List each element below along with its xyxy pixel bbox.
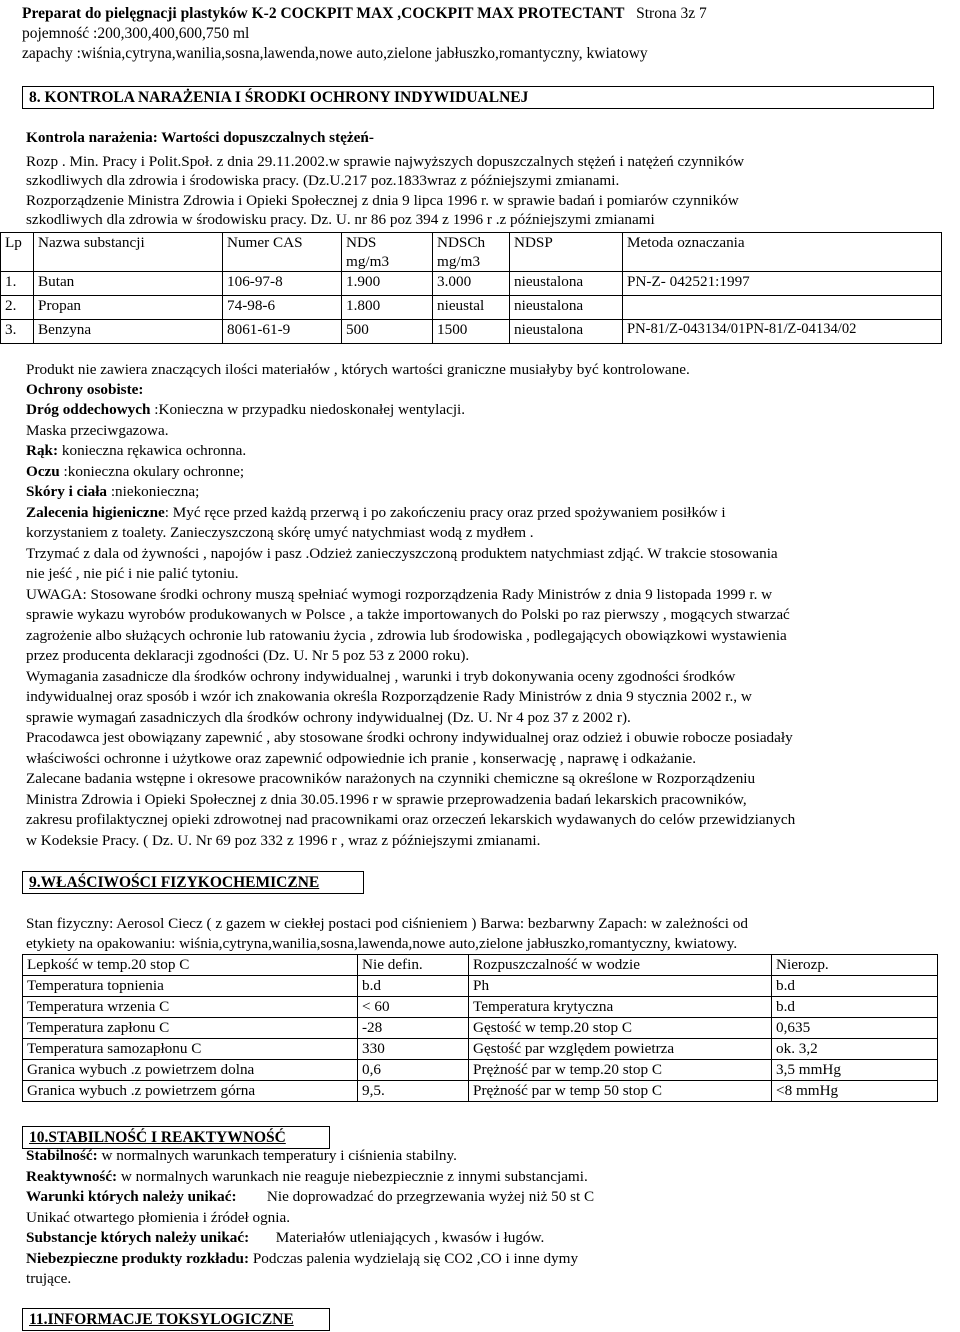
cell: nieustalona: [510, 320, 623, 344]
header-line-1: [22, 4, 940, 24]
section-8-title-text: 8. KONTROLA NARAŻENIA I ŚRODKI OCHRONY INDYWIDUALNEJ: [29, 89, 529, 106]
trzymac-line-1: Trzymać z dala od żywności , napojów i pasz .Odzież zanieczyszczoną produktem natychmiast zdjąć. W trakcie stosowania: [26, 545, 778, 562]
wymagania-line-1: Wymagania zasadnicze dla środków ochrony indywidualnej , warunki i tryb dokonywania oceny zgodności środków: [26, 668, 736, 685]
cell: <8 mmHg: [772, 1081, 938, 1102]
cell: 74-98-6: [223, 296, 342, 320]
section-10-title-text: 10.STABILNOŚĆ I REAKTYWNOŚĆ: [29, 1129, 286, 1146]
cell: PN-Z- 042521:1997: [623, 272, 942, 296]
substancje-line: [26, 1228, 936, 1247]
wymagania-line-3: sprawie wymagań zasadniczych dla środków ochrony indywidualnej (Dz. U. Nr 4 poz 37 z 2002 r).: [26, 709, 631, 726]
table-row: [1, 320, 942, 344]
cell: PN-81/Z-043134/01PN-81/Z-04134/02: [623, 320, 942, 344]
header-ndsp: NDSP: [510, 233, 623, 272]
reaktywnosc-text: w normalnych warunkach nie reaguje niebezpiecznie z innymi substancjami.: [117, 1168, 588, 1185]
cell: 1.900: [342, 272, 433, 296]
warunki-line: [26, 1187, 936, 1206]
oczu-label: Oczu: [26, 463, 60, 480]
zalecane-line-4: w Kodeksie Pracy. ( Dz. U. Nr 69 poz 332 z 1996 r , wraz z późniejszymi zmianami.: [26, 832, 541, 849]
header-nds: NDS mg/m3: [342, 233, 433, 272]
cell: Temperatura topnienia: [23, 976, 358, 997]
drog-oddechowych: [26, 400, 936, 419]
cell: < 60: [358, 997, 469, 1018]
cell: 1.: [1, 272, 34, 296]
properties-table: [22, 954, 938, 1102]
cell: Gęstość par względem powietrza: [469, 1039, 772, 1060]
ochrony-label: Ochrony osobiste:: [26, 381, 144, 398]
table-row: [23, 955, 938, 976]
stabilnosc-text: w normalnych warunkach temperatury i ciśnienia stabilny.: [97, 1147, 457, 1164]
pracodawca-line-1: Pracodawca jest obowiązany zapewnić , aby stosowane środki ochrony indywidualnej oraz odzież i obuwie robocze posiadały: [26, 729, 793, 746]
substancje-label: Substancje których należy unikać:: [26, 1229, 250, 1246]
cell: Prężność par w temp 50 stop C: [469, 1081, 772, 1102]
uwaga-line-3: zagrożenie albo służących ochronie lub ratowaniu życia , zdrowia lub środowiska , podlegających obowiązkowi wystawienia: [26, 627, 787, 644]
cell: 9,5.: [358, 1081, 469, 1102]
cell: ok. 3,2: [772, 1039, 938, 1060]
section-8-title: [22, 86, 934, 109]
substancje-text: Materiałów utleniających , kwasów i ługów.: [275, 1229, 545, 1246]
header-scents: zapachy :wiśnia,cytryna,wanilia,sosna,lawenda,nowe auto,zielone jabłuszko,romantyczny, kwiatowy: [22, 45, 648, 62]
zalecenia-label: Zalecenia higieniczne: [26, 504, 165, 521]
maska-text: Maska przeciwgazowa.: [26, 422, 169, 439]
uwaga-line-2: sprawie wykazu wyrobów produkowanych w Polsce , a także importowanych do Polski po raz pierwszy , mogących stwarzać: [26, 606, 790, 623]
cell: 2.: [1, 296, 34, 320]
stan-line-1: Stan fizyczny: Aerosol Ciecz ( z gazem w ciekłej postaci pod ciśnieniem ) Barwa: bezbarwny Zapach: w zależności od: [26, 915, 748, 932]
header-capacity: pojemność :200,300,400,600,750 ml: [22, 25, 250, 42]
cell: nieustal: [433, 296, 510, 320]
warunki-label: Warunki których należy unikać:: [26, 1188, 237, 1205]
cell: 3.000: [433, 272, 510, 296]
cell: Propan: [34, 296, 223, 320]
cell: Gęstość w temp.20 stop C: [469, 1018, 772, 1039]
niebezpieczne-line-2: trujące.: [26, 1270, 72, 1287]
section-8-line-2: szkodliwych dla zdrowia i środowiska pracy. (Dz.U.217 poz.1833wraz z późniejszymi zmianami.: [26, 172, 620, 189]
document-header: [22, 4, 940, 64]
cell: b.d: [358, 976, 469, 997]
cell: Granica wybuch .z powietrzem dolna: [23, 1060, 358, 1081]
cell: Temperatura krytyczna: [469, 997, 772, 1018]
page-number: Strona 3z 7: [636, 5, 707, 22]
cell: [623, 296, 942, 320]
cell: Benzyna: [34, 320, 223, 344]
cell: Ph: [469, 976, 772, 997]
niebezpieczne-label: Niebezpieczne produkty rozkładu:: [26, 1250, 250, 1267]
header-lp: Lp: [1, 233, 34, 272]
rak-line: [26, 441, 936, 460]
table-row: [23, 997, 938, 1018]
stan-line-2: etykiety na opakowaniu: wiśnia,cytryna,wanilia,sosna,lawenda,nowe auto,zielone jabłuszko,romantyczny, kwiatowy.: [26, 935, 738, 952]
zalecane-line-3: zakresu profilaktycznej opieki zdrowotnej nad pracownikami oraz orzeczeń lekarskich wydawanych do celów przewidzianych: [26, 811, 796, 828]
cell: Temperatura wrzenia C: [23, 997, 358, 1018]
header-ndsch: NDSCh mg/m3: [433, 233, 510, 272]
cell: Temperatura zapłonu C: [23, 1018, 358, 1039]
pracodawca-line-2: właściwości ochronne i użytkowe oraz zapewnić odpowiednie ich pranie , konserwację , naprawę i odkażanie.: [26, 750, 697, 767]
cell: 0,6: [358, 1060, 469, 1081]
trzymac-line-2: nie jeść , nie pić i nie palić tytoniu.: [26, 565, 239, 582]
skory-line: [26, 482, 936, 501]
cell: b.d: [772, 997, 938, 1018]
cell: Granica wybuch .z powietrzem górna: [23, 1081, 358, 1102]
cell: 1.800: [342, 296, 433, 320]
stabilnosc-line: [26, 1146, 936, 1165]
cell: Nierozp.: [772, 955, 938, 976]
produkt-text: Produkt nie zawiera znaczących ilości materiałów , których wartości graniczne musiałyby być kontrolowane.: [26, 361, 690, 378]
wymagania-line-2: indywidualnej oraz sposób i wzór ich znakowania określa Rozporządzenie Rady Ministrów z dnia 9 stycznia 2002 r., w: [26, 688, 752, 705]
cell: 3.: [1, 320, 34, 344]
uwaga-line-4: przez producenta deklaracji zgodności (Dz. U. Nr 5 poz 53 z 2000 roku).: [26, 647, 470, 664]
niebezpieczne-line: [26, 1249, 936, 1268]
niebezpieczne-text: Podczas palenia wydzielają się CO2 ,CO i inne dymy: [249, 1250, 579, 1267]
zalecenia-line: [26, 503, 936, 522]
section-9-title-text: 9.WŁAŚCIWOŚCI FIZYKOCHEMICZNE: [29, 874, 320, 891]
table-row: [23, 1039, 938, 1060]
cell: 3,5 mmHg: [772, 1060, 938, 1081]
cell: 1500: [433, 320, 510, 344]
oczu-line: [26, 462, 936, 481]
table-row: [23, 1018, 938, 1039]
cell: Rozpuszczalność w wodzie: [469, 955, 772, 976]
section-11-title-text: 11.INFORMACJE TOKSYLOGICZNE: [29, 1311, 294, 1328]
stabilnosc-label: Stabilność:: [26, 1147, 98, 1164]
section-9-title: [22, 871, 364, 894]
cell: 330: [358, 1039, 469, 1060]
table-header-row: [1, 233, 942, 272]
unikac-line: Unikać otwartego płomienia i źródeł ognia.: [26, 1209, 291, 1226]
cell: Temperatura samozapłonu C: [23, 1039, 358, 1060]
zalecenia-text: : Myć ręce przed każdą przerwą i po zakończeniu pracy oraz przed spożywaniem posiłków i: [164, 504, 726, 521]
table-row: [1, 296, 942, 320]
reaktywnosc-line: [26, 1167, 936, 1186]
zalecane-line-1: Zalecane badania wstępne i okresowe pracowników narażonych na czynniki chemiczne są określone w Rozporządzeniu: [26, 770, 756, 787]
table-row: [23, 1081, 938, 1102]
section-8-line-1: Rozp . Min. Pracy i Polit.Społ. z dnia 29.11.2002.w sprawie najwyższych dopuszczalnych stężeń i natężeń czynników: [26, 153, 745, 170]
section-8-line-3: Rozporządzenie Ministra Zdrowia i Opieki Społecznej z dnia 9 lipca 1996 r. w sprawie badań i pomiarów czynników: [26, 192, 739, 209]
cell: Prężność par w temp.20 stop C: [469, 1060, 772, 1081]
cell: 500: [342, 320, 433, 344]
warunki-text: Nie doprowadzać do przegrzewania wyżej niż 50 st C: [266, 1188, 595, 1205]
drog-label: Dróg oddechowych: [26, 401, 151, 418]
cell: 106-97-8: [223, 272, 342, 296]
reaktywnosc-label: Reaktywność:: [26, 1168, 118, 1185]
rak-label: Rąk:: [26, 442, 59, 459]
drog-text: :Konieczna w przypadku niedoskonałej wentylacji.: [150, 401, 466, 418]
table-row: [23, 1060, 938, 1081]
oczu-text: :konieczna okulary ochronne;: [59, 463, 245, 480]
section-8-line-4: szkodliwych dla zdrowia w środowisku pracy. Dz. U. nr 86 poz 394 z 1996 r .z późniejszymi zmianami: [26, 211, 655, 228]
zalecane-line-2: Ministra Zdrowia i Opieki Społecznej z dnia 30.05.1996 r w sprawie przeprowadzenia badań lekarskich pracowników,: [26, 791, 747, 808]
cell: -28: [358, 1018, 469, 1039]
header-substance: Nazwa substancji: [34, 233, 223, 272]
cell: Butan: [34, 272, 223, 296]
cell: 0,635: [772, 1018, 938, 1039]
zalecenia-line-2: korzystaniem z toalety. Zanieczyszczoną skórę umyć natychmiast wodą z mydłem .: [26, 524, 534, 541]
exposure-limits-table: [0, 232, 942, 344]
table-row: [23, 976, 938, 997]
cell: Nie defin.: [358, 955, 469, 976]
cell: 8061-61-9: [223, 320, 342, 344]
skory-label: Skóry i ciała: [26, 483, 108, 500]
table-row: [1, 272, 942, 296]
rak-text: konieczna rękawica ochronna.: [58, 442, 247, 459]
header-method: Metoda oznaczania: [623, 233, 942, 272]
cell: b.d: [772, 976, 938, 997]
section-8-subtitle: Kontrola narażenia: Wartości dopuszczalnych stężeń-: [26, 129, 374, 146]
header-cas: Numer CAS: [223, 233, 342, 272]
cell: nieustalona: [510, 272, 623, 296]
skory-text: :niekonieczna;: [107, 483, 200, 500]
cell: Lepkość w temp.20 stop C: [23, 955, 358, 976]
product-title: Preparat do pielęgnacji plastyków K-2 COCKPIT MAX ,COCKPIT MAX PROTECTANT: [22, 5, 625, 22]
cell: nieustalona: [510, 296, 623, 320]
section-11-title: [22, 1308, 330, 1331]
uwaga-line-1: UWAGA: Stosowane środki ochrony muszą spełniać wymogi rozporządzenia Rady Ministrów z dnia 9 listopada 1999 r. w: [26, 586, 773, 603]
